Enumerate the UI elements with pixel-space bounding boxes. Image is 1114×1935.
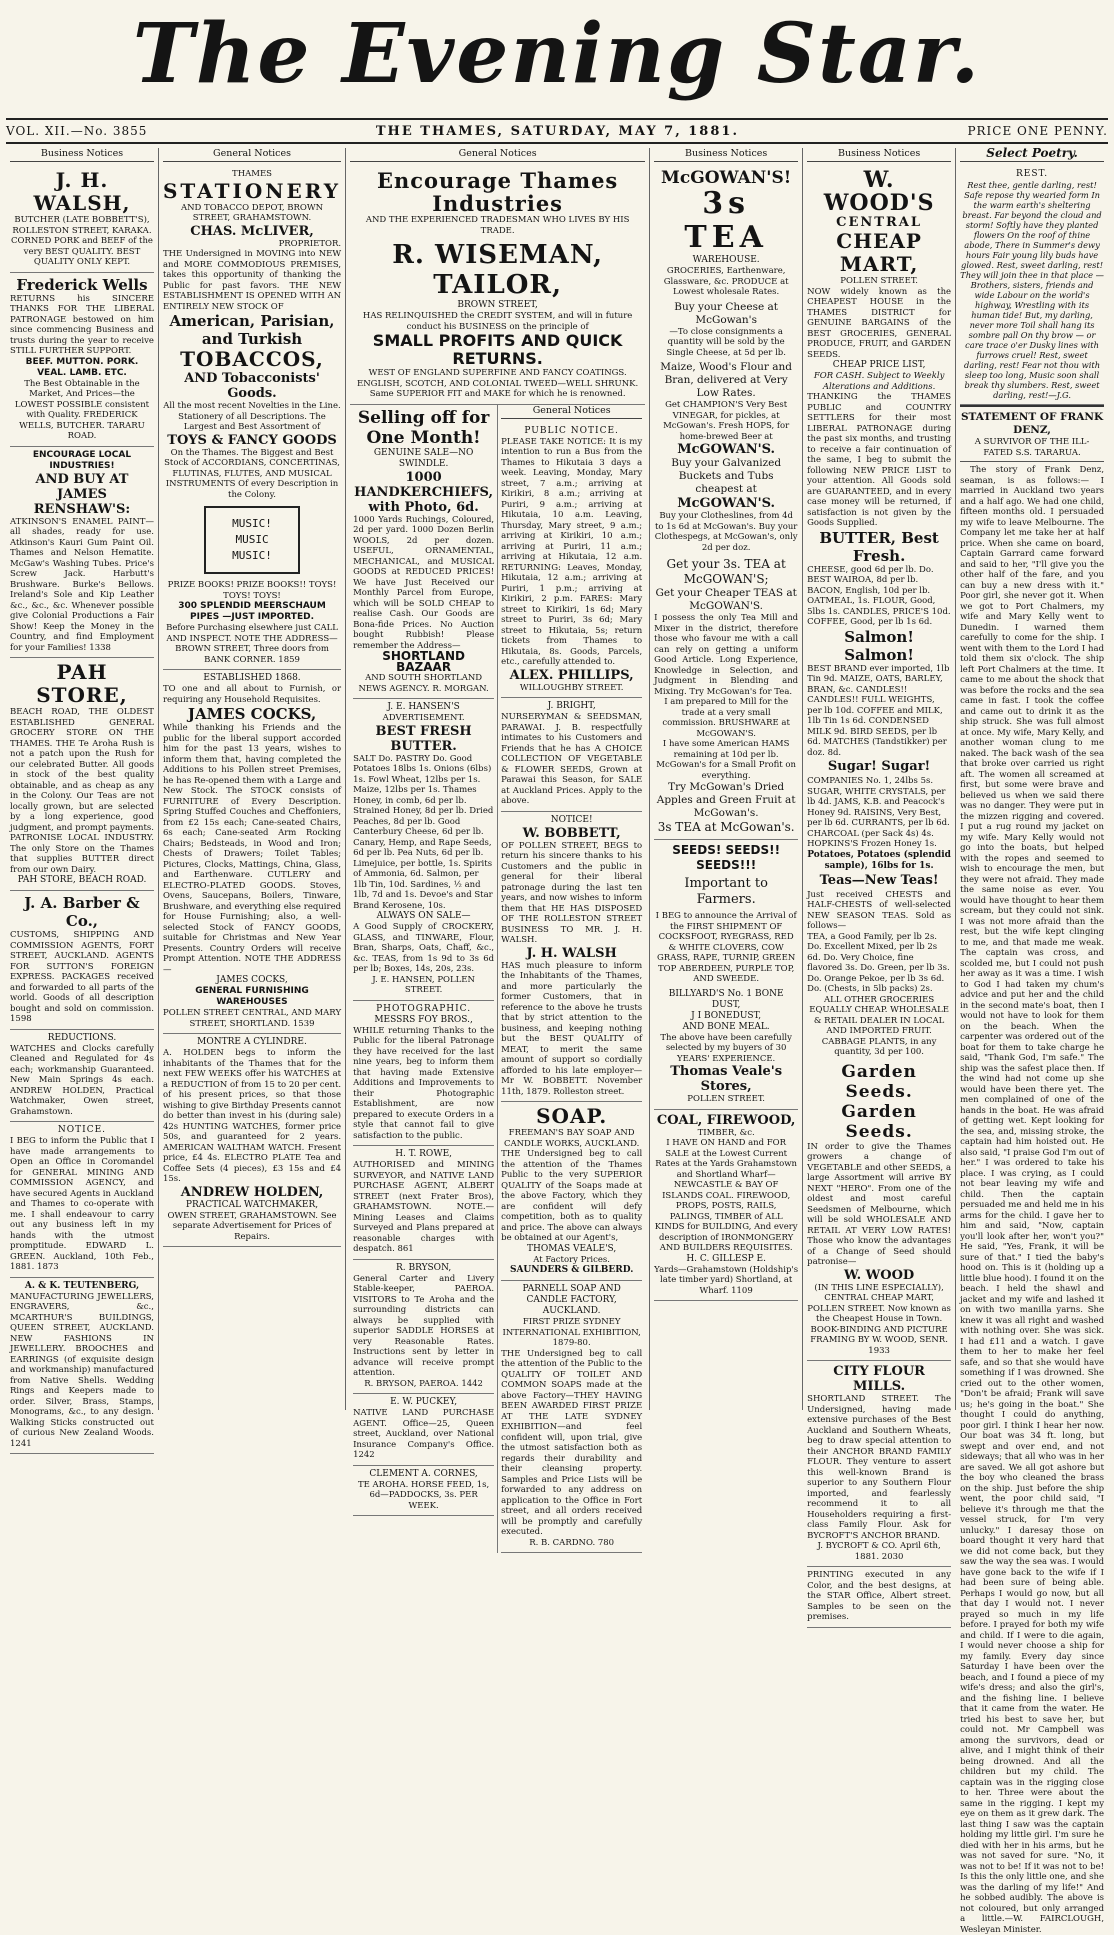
ad-notice: NOTICE! [550,814,593,825]
ad-body: While thanking his Friends and the public for the liberal support accorded him for the past 13 years, wishes to inform them that, having completed the Additions to his Pollen street Premises, he has Re-opened them with a Large and New Stock. The STOCK consists of FURNITURE of Every Description. Spring Stuffed Couches and Cheffoniers, from £2 15s each; Cane-seated Chairs, 6s each; Cane-seated Arm Rocking Chairs; Bedsteads, in Wood and Iron; Chests of Drawers; Toilet Tables; Pictures, Clocks, Mattings, China, Glass, and Earthenware. CUTLERY and ELECTRO-PLATED GOODS. Stoves, Ovens, Saucepans, Boilers, Tinware, Brushware, and everything else required for House Furnishing; also, a well-selected Stock of FANCY GOODS, suitable for Christmas and New Year Presents. Country Orders will receive Prompt Attention. NOTE THE ADDRESS— [162,723,342,975]
ad-title: PARNELL SOAP AND CANDLE FACTORY, AUCKLAND. [522,1284,621,1316]
ad-teas-head: Teas—New Teas! [819,872,939,888]
ad-warehouses: GENERAL FURNISHING WAREHOUSES [195,986,309,1007]
ad-gillespie [654,1110,798,1302]
ad-butter: BUTTER, Best Fresh. [819,528,939,565]
ad-barber [10,891,154,1030]
ad-subhead: AND TOBACCO DEPOT, BROWN STREET, GRAHAMSTOWN. [180,202,324,223]
ad-bazaar [353,405,494,700]
ad-teas-list: TEA, a Good Family, per lb 2s. Do. Excellent Mixed, per lb 2s 6d. Do. Very Choice, fine flavored 3s. Do. Green, per lb 3s. Do. Orange Pekoe, per lb 3s 6d. Do. (Chests, in 5lb packs) 2s. [807,931,950,994]
masthead-title: The Evening Star. [132,6,982,102]
ad-mcliver [163,166,341,670]
ad-body: I HAVE ON HAND and FOR SALE at the Lowest Current Rates at the Yards Grahamstown and Shortland Wharf— NEWCASTLE & BAY OF ISLANDS COAL. FIREWOOD, PROPS, POSTS, RAILS, PALINGS, TIMBER of ALL KINDS for BUILDING, And every description of IRONMONGERY AND BUILDERS REQUISITES. [654,1138,798,1253]
ad-bonedust: J I BONEDUST, [691,1010,762,1021]
ad-grocers: ALL OTHER GROCERIES EQUALLY CHEAP. WHOLESALE & RETAIL DEALER IN LOCAL AND IMPORTED FRUIT. CABBAGE PLANTS, in any quantity, 3d per 100. [809,994,949,1057]
ad-title: J. E. HANSEN'S [387,702,460,712]
ad-body: BUTCHER (LATE BOBBETT'S), ROLLESTON STREET, KARAKA. CORNED PORK and BEEF of the very BEST QUALITY. BEST QUALITY ONLY KEPT. [10,215,153,267]
ad-body: CUSTOMS, SHIPPING AND COMMISSION AGENTS, FORT STREET, AUCKLAND. AGENTS FOR SUTTON'S FOREIGN EXPRESS. PACKAGES received and forwarded to all parts of the world. Goods of all description bought and sold on commission. 1598 [10,930,154,1024]
ad-prizes: PRIZE BOOKS! PRIZE BOOKS!! TOYS! TOYS! TOYS! [167,580,337,601]
ad-bonemeal-body: The above have been carefully selected by my buyers of 30 YEARS' EXPERIENCE. [660,1032,792,1064]
ad-title: A. & K. TEUTENBERG, [24,1280,140,1291]
ad-holden [163,1034,341,1247]
ad-hams: I have some American HAMS remaining at 10d per lb. McGowan's for a Small Profit on everything. [656,739,797,781]
ad-shipment: I BEG to announce the Arrival of the FIRST SHIPMENT OF COCKSFOOT, RYEGRASS, RED & WHITE CLOVERS, COW GRASS, RAPE, TURNIP, GREEN TOP ABERDEEN, PURPLE TOP, AND SWEEDE. [655,911,797,984]
ad-teutenberg [10,1278,154,1455]
divider [960,461,1104,462]
column-heading: General Notices [350,148,645,162]
ad-sugar: Sugar! Sugar! [827,759,931,774]
ad-body: WHILE returning Thanks to the Public for the liberal Patronage they have received for the last nine years, beg to inform them that having made Extensive Additions and Improvements to their Photographic Establishment, are now prepared to execute Orders in a style that cannot fail to give satisfaction to the public. [353,1025,495,1141]
ad-signature: J. BYCROFT & CO. April 6th, 1881. 2030 [817,1541,941,1562]
ad-pollen: POLLEN STREET. [840,276,918,286]
ad-pricelist: CHEAP PRICE LIST, [832,360,926,370]
ad-cheese: Buy your Cheese at McGowan's [674,300,779,326]
ad-addr-name: JAMES COCKS, [216,975,288,985]
column-heading: Business Notices [807,148,951,162]
ad-name: H. C. GILLESP E. [686,1253,766,1264]
price: PRICE ONE PENNY. [967,124,1108,138]
ad-addr: Yards—Grahamstown (Holdship's late timber yard) Shortland, at Wharf. 1109 [654,1264,799,1296]
ad-title: E. W. PUCKEY, [390,1397,458,1407]
ad-soap [501,1102,642,1281]
music-line: MUSIC! [232,549,272,562]
ad-body: THE Undersigned beg to call the attention of the Thames Public to the very SUPERIOR QUALITY of the Soaps made at the above Factory, which they are confident will defy competition, both as to quality and price. The above can always be obtained at our Agent's, [501,1149,643,1243]
column-3-4-split [350,405,645,1554]
ad-novelties: All the most recent Novelties in the Line. Stationery of all Descriptions. The Largest and Best Assortment of [163,401,341,432]
ad-bright [501,698,642,812]
ad-wood [807,166,951,1361]
ad-addr: WILLOUGHBY STREET. [519,682,624,693]
ad-bycroft [807,1361,951,1567]
ad-co: FREEMAN'S BAY SOAP AND CANDLE WORKS, AUCKLAND. [503,1128,640,1149]
ad-body: PLEASE TAKE NOTICE: It is my intention to run a Bus from the Thames to Hikutaia 3 days a week. Leaving, Monday, Mary street, 7 a.m.; arriving at Kirikiri, 8 a.m.; arriving at Puriri, 9 a.m.; arriving at Hikutaia, 10 a.m. Leaving, Thursday, Mary street, 9 a.m.; arriving at Kirikiri, 10 a.m.; arriving at Puriri, 11 a.m.; arriving at Hikutaia, 12 a.m. RETURNING: Leaves, Monday, Hikutaia, 12 a.m.; arriving at Puriri, 1 p.m.; arriving at Kirikiri, 2 p.m. FARES: Mary street to Kirikiri, 1s 6d; Mary street to Puriri, 3s 6d; Mary street to Hikutaia, 5s; return tickets from Thames to Hikutaia, 8s. Goods, Parcels, etc., carefully attended to. [501,436,643,667]
ad-body: OF POLLEN STREET, BEGS to return his sincere thanks to his Customers and the public in general for their liberal patronage during the last ten years, and now wishes to inform them that HE HAS DISPOSED OF THE ROLLESTON STREET BUSINESS TO MR. J. H. WALSH. [501,840,643,945]
ad-title: ENCOURAGE LOCAL INDUSTRIES! [32,449,132,471]
column-heading: Business Notices [654,148,798,162]
ad-goods: WEST OF ENGLAND SUPERFINE AND FANCY COATINGS. ENGLISH, SCOTCH, AND COLONIAL TWEED—WELL SHRUNK. [357,368,639,389]
ad-renshaw [10,447,154,659]
ad-mcgowans-3: McGOWAN'S. [677,496,776,511]
ad-footer: The Best Obtainable in the Market, And Prices—the LOWEST POSSIBLE consistent with Quality. FREDERICK WELLS, BUTCHER. TARARU ROAD. [14,378,150,441]
ad-title: McGOWAN'S! [661,168,792,188]
ad-title: J. A. Barber & Co., [24,894,140,930]
ad-printing [807,1567,951,1628]
article-title: STATEMENT OF FRANK DENZ, [960,405,1104,437]
ad-phillips [501,423,642,699]
ad-fit: Same SUPERIOR FIT and MAKE for which he is renowned. [369,389,626,399]
ad-title: J. H. WALSH, [33,168,131,215]
ad-garden-2: Garden Seeds. [841,1101,917,1142]
ad-prices-3: COMPANIES No. 1, 24lbs 5s. SUGAR, WHITE CRYSTALS, per lb 4d. JAMS, K.B. and Peacock's Honey 9d. RAISINS, Very Best, per lb 6d. CURRANTS, per lb 6d. CHARCOAL (per Sack 4s) 4s. HOPKINS'S Frozen Honey 1s. [807,776,950,849]
ad-vinegar: Get CHAMPION'S Very Best VINEGAR, for pickles, at McGowan's. Fresh HOPS, for home-brewed Beer at [663,400,790,442]
ad-title: SOAP. [536,1104,608,1128]
ad-bryson [353,1260,494,1395]
ad-body: MANUFACTURING JEWELLERS, ENGRAVERS, &c., MCARTHUR'S BUILDINGS, QUEEN STREET, AUCKLAND. NEW FASHIONS IN JEWELLERY. BROOCHES and EARRINGS (of exquisite design and workmanship) manufactured from Native Shells. Wedding Rings and Keepers made to order. Silver, Brass, Stamps, Monograms, &c., to any design. Walking Sticks constructed out of curious New Zealand Woods. 1241 [10,1291,154,1449]
ad-footer: OWEN STREET, GRAHAMSTOWN. See separate Advertisement for Prices of Repairs. [167,1210,337,1242]
ad-signature: R. BRYSON, PAEROA. 1442 [364,1378,483,1389]
ad-title: STATIONERY [162,178,342,203]
ad-central: CENTRAL [836,215,923,230]
ad-name: R. WISEMAN, TAILOR, [392,240,604,300]
ad-billyard: BILLYARD'S No. 1 BONE DUST, [668,988,784,1010]
ad-parnell [501,1281,642,1553]
ad-instruments: On the Thames. The Biggest and Best Stock of ACCORDIANS, CONCERTINAS, FLUTINAS, FLUTES, AND MUSICAL INSTRUMENTS Of every Description in the Colony. [164,447,340,500]
ad-teas-body: Just received CHESTS and HALF-CHESTS of well-selected NEW SEASON TEAS. Sold as follows— [807,889,952,931]
ad-bonemeal: AND BONE MEAL. [682,1021,770,1032]
ad-forcash: FOR CASH. Subject to Weekly Alterations and Additions. [813,371,945,392]
ad-title: CITY FLOUR MILLS. [833,1364,925,1394]
ad-title: Encourage Thames Industries [376,168,619,216]
ad-clothes: Buy your Clotheslines, from 4d to 1s 6d at McGowan's. Buy your Clothespegs, at McGowan's, only 2d per doz. [654,511,798,553]
ad-addr: (IN THIS LINE ESPECIALLY), CENTRAL CHEAP MART, POLLEN STREET. Now known as the Cheapest House in Town. [807,1282,951,1324]
ad-inspect: Before Purchasing elsewhere just CALL AND INSPECT. NOTE THE ADDRESS— BROWN STREET, Three doors from BANK CORNER. 1859 [166,623,338,665]
ad-warehouse: WAREHOUSE. [692,255,760,265]
ad-body: BEACH ROAD, THE OLDEST ESTABLISHED GENERAL GROCERY STORE ON THE THAMES. THE Te Aroha Rush is not a patch upon the Rush for our celebrated Butter. All goods in stock of the best quality obtainable, and as cheap as any in the Colony. Our Teas are not locally grown, but are selected by a long experience, good judgment, and prompt payments. PATRONISE LOCAL INDUSTRY. The only Store on the Thames that supplies BUTTER direct from our own Dairy. [10,707,154,875]
ad-trade: PRACTICAL WATCHMAKER, [185,1199,319,1210]
ad-subhead: AND BUY AT JAMES RENSHAW'S: [33,471,131,517]
column-1 [6,148,159,1449]
ad-tea-again: 3s TEA at McGowan's. [657,820,795,834]
ad-title: COAL, FIREWOOD, [656,1112,796,1128]
volume-number: VOL. XII.—No. 3855 [6,124,148,138]
ad-foy [353,1001,494,1147]
ad-puckey [353,1394,494,1466]
ad-body: NATIVE LAND PURCHASE AGENT. Office—25, Queen street, Auckland, over National Insurance Company's Office. 1242 [353,1408,495,1460]
ad-estab: ESTABLISHED 1868. [203,673,301,683]
ad-cheese-body: —To close consignments a quantity will be sold by the Single Cheese, at 5d per lb. [666,326,786,358]
ad-intro: TO one and all about to Furnish, or requiring any Household Requisites. [162,684,342,705]
ad-small-profits: SMALL PROFITS AND QUICK RETURNS. [372,331,623,368]
ad-salmon: Salmon! Salmon! [844,627,914,664]
ad-title: Frederick Wells [16,275,148,294]
ad-body: ATKINSON'S ENAMEL PAINT—all shades, ready for use. Atkinson's Kauri Gum Paint Oil. Thames and Nelson Hematite. McGaw's Washing Tubes. Price's Screw Jack. Harbutt's Brushware. Burke's Bellows. Ireland's Sole and Kip Leather &c., &c., &c. Whenever possible give Colonial Productions a Fair Show! Keep the Money in the Country, and find Employment for your Families! 1338 [10,516,154,653]
ad-mixer: I possess the only Tea Mill and Mixer in the district, therefore those who favour me with a call can rely on getting a uniform Good Article. Long Experience, Knowledge in Selection, and Judgment in Blending and Mixing. Try McGowan's for Tea. [654,613,799,697]
ad-bazaar-name: SHORTLAND BAZAAR [382,649,465,674]
ad-title: JAMES COCKS, [187,705,317,723]
article-body: The story of Frank Denz, seaman, is as follows:— I married in Auckland two years and a half ago. We had one child, fifteen months old. I persuaded my wife to leave Melbourne. The Company let me take her at half price. When she came on board, Captain Garrard came forward and said to her, "I'll give you the other half of the fare, and you can buy a new dress with it." Poor girl, she never got it. When we got to Port Chalmers, my wife and Mary Kelly went to Dunedin. I warned them carefully to come for the ship. I went with them to the Lord I had told them six o'clock. The ship left Port Chalmers at the time. It came to me about the shock that was before the rocks and the sea came in fast. I took the coffee and came out to drink it as the ship struck. She was full almost at once. My wife, Mary Kelly, and another woman clung to me naked. The back wash of the sea that broke over carried us right aft. The women all screamed at first, but some were brave and believed us when we said there was no danger. They were put in the mizzen rigging and covered. I put a rug round my jacket on my wife. Mary Kelly would not go into the boats, but helped with the ropes and seemed to wish to encourage the men, but they were not afraid. They made the same noise as ever. You would have thought to hear them scream, but they could not sink. I was not more afraid than the rest, but the wife kept clinging to me, and that made me weak. The captain was cross, and scolded me, but I could not push her away as it was a time. I wish to God I had taken my chum's advice and put her and the child in the second mate's boat, then I would not have to look for them on the beach. When the carpenter was ordered out of the boat for them to take charge he said, "Thank God, I'm safe." The ship was the safest place then. If the wind had not come up she would have been there yet. The men complained of one of the hands in the boat. He was afraid of getting wet. Kept looking for the sea, and, missing stroke, the captain had him hoisted out. He also said, "I praise God I'm out of her." I was ordered to take his place. I was crying, as I could not bear leaving my wife and child. Then the captain persuaded me and held me in his arms for the child. I gave her to him and said, "Now, captain you'll look after her, won't you?" He said, "Yes, Frank, it will be sure of that." I tied the baby's hood on. This is it (holding up a little blue hood). I found it on the beach. I held the shawl and jacket and my wife and lashed it on with two manilla yarns. She knew it was all right and washed with nothing over. She was sick. I had £11 and a watch. I gave them to her to make her feel safe, and so that she would have something if I was drowned. She cried out to the other women, "Don't be afraid; Frank will save us; he's going in the boat." She thought I could do anything, poor girl. I think I hear her now. Our boat was 34 ft. long, but swept and over end, and not sideways; that all who was in her are saved. We all got ashore but the boy who cleaned the brass on the ship. Just before the ship went, the poor child said, "I believe it's through me that the vessel struck, for I'm very unlucky." I daresay those on board thought it very hard that we did not come back, but they saw the way the sea was. I would have gone back to the wife if I had been sure of being able. Perhaps I would go now, but all that day I would not. I never prayed so much in my life before. I prayed for both my wife and child. If I were to die again, I would never choose a ship for my family. Every day since Saturday I have been over the beach, and I found a piece of my wife's dress; and also the girl's, and the fishing line. I believe that it came from the water. He tried his best to save her, but could not. Mr Campbell was among the survivors, dead or alive, and I might think of their being drowned. And all the children but my child. The captain was in the rigging close to her. Three were about the same in the rigging. I kept my eye on them as it grew dark. The last thing I saw was the captain holding my little girl. I'm sure he died with her in his arms, but he was not saved for sure. "No, it was not to be! If it was not to be! Is this the only little one, and she was the darling of my life!" And he sobbed audibly. The above is not coloured, but only arranged a little.—W. FAIRCLOUGH, Wesleyan Minister. [960,465,1105,1935]
ad-american: American, Parisian, and Turkish [169,312,335,348]
ad-notice-green [10,1122,154,1278]
columns [6,146,1108,1935]
ad-proprietor-name: CHAS. McLIVER, [190,223,314,239]
ad-mcgowan [654,166,798,840]
ad-bobbett [501,812,642,1103]
ad-signature: J. E. HANSEN, POLLEN STREET. [372,974,475,995]
ad-sub: ADVERTISEMENT. [382,713,465,723]
ad-title: CLEMENT A. CORNES, [369,1468,478,1479]
ad-body: NOW widely known as the CHEAPEST HOUSE in the THAMES DISTRICT for GENUINE BARGAINS of the BEST GROCERIES, GENERAL PRODUCE, FRUIT, and GARDEN SEEDS. [807,286,952,360]
ad-thanking: THANKING the THAMES PUBLIC and COUNTRY SETTLERS for their most LIBERAL PATRONAGE during the past six months, and trusting to receive a fair continuation of the same, I beg to submit the following NEW PRICE LIST to your attention. All Goods sold are GUARANTEED, and in every case money will be returned, if satisfaction is not given by the Goods Supplied. [807,392,952,528]
ad-body: WATCHES and Clocks carefully Cleaned and Regulated for 4s each; workmanship Guaranteed. New Main Springs 4s each. ANDREW HOLDEN, Practical Watchmaker, Owen street, Grahamstown. [10,1043,154,1117]
ad-title: J. BRIGHT, [547,701,596,711]
place-date: THE THAMES, SATURDAY, MAY 7, 1881. [375,123,739,139]
ad-meerschaum: 300 SPLENDID MEERSCHAUM PIPES —JUST IMPORTED. [178,601,326,622]
ad-proprietor-label: PROPRIETOR. [278,238,342,249]
ad-mcgowans-2: McGOWAN'S. [677,442,776,457]
ad-body: RETURNS his SINCERE THANKS FOR THE LIBERAL PATRONAGE bestowed on him since commencing Business and trusts during the year to receive STILL FURTHER SUPPORT. [10,293,154,356]
ad-genuine: GENUINE SALE—NO SWINDLE. [373,447,474,469]
ad-list: SALT Do. PASTRY Do. Good Potatoes 18lbs 1s. Onions (6lbs) 1s. Fowl Wheat, 12lbs per 1s. Maize, 12lbs per 1s. Thames Honey, in comb, 6d per lb. Strained Honey, 8d per lb. Dried Peaches, 8d per lb. Good Canterbury Cheese, 6d per lb. Canary, Hemp, and Rape Seeds, 6d per lb. Pea Nuts, 6d per lb. Limejuice, per bottle, 1s. Spirits of Ammonia, 6d. Salmon, per 1lb Tin, 10d. Sardines, ½ and 1lb, 7d and 1s. Devoe's and Star Brand Kerosene, 10s. [353,753,494,911]
ad-body: THE Undersigned beg to call the attention of the Public to the QUALITY OF TOILET AND COMMON SOAPS made at the above Factory—THEY HAVING BEEN AWARDED FIRST PRIZE AT THE LATE SYDNEY EXHIBITION—and feel confident will, upon trial, give the utmost satisfaction both as regards their durability and their cleansing property. Samples and Price Lists will be forwarded to any address on application to the Office in Fort street, and all orders received will be promptly and carefully executed. [501,1348,643,1537]
ad-signature: R. B. CARDNO. 780 [529,1537,615,1548]
ad-garden-1: Garden Seeds. [841,1061,917,1102]
ad-kicker: THAMES [232,169,272,179]
ad-cornes [353,1466,494,1517]
column-7 [956,146,1108,1935]
ad-title: PAH STORE, [36,660,128,707]
column-3-4 [346,148,650,1548]
ad-always-body: A Good Supply of CROCKERY, GLASS, and TINWARE, Flour, Bran, Sharps, Oats, Chaff, &c., &c. TEAS, from 1s 9d to 3s 6d per lb; Boxes, 14s, 20s, 23s. [353,922,495,974]
ad-name: ANDREW HOLDEN, [180,1184,324,1200]
ad-title: R. BRYSON, [395,1262,452,1273]
ad-body: SHORTLAND STREET. The Undersigned, having made extensive purchases of the Best Auckland and Southern Wheats, beg to draw special attention to their ANCHOR BRAND FAMILY FLOUR. They venture to assert this well-known Brand is superior to any Southern Flour imported, and fearlessly recommend it to all Householders requiring a first-class Family Flour. Ask for BYCROFT'S ANCHOR BRAND. [807,1394,952,1541]
ad-sub: AND THE EXPERIENCED TRADESMAN WHO LIVES BY HIS TRADE. [365,215,630,236]
ad-garden-body: IN order to give the Thames growers a change of VEGETABLE and other SEEDS, a large Assortment will arrive BY NEXT "HERO". From one of the oldest and most careful Seedsmen of Melbourne, which will be sold WHOLESALE AND RETAIL AT VERY LOW RATES! Those who know the advantages of a Change of Seed should patronise— [807,1141,952,1267]
ad-name: MESSRS FOY BROS., [374,1014,473,1025]
ad-title: W. WOOD'S [823,167,935,216]
ad-hansen [353,699,494,1001]
column-4 [498,405,645,1554]
ad-prices-1: CHEESE, good 6d per lb. Do. BEST WAIROA, 8d per lb. BACON, English, 10d per lb. OATMEAL, 1s. FLOUR, Good, 5lbs 1s. CANDLES, PRICE'S 10d. COFFEE, Good, per lb 1s 6d. [807,564,951,627]
article-denz [960,405,1104,1935]
ad-street: BROWN STREET, [457,300,538,310]
ad-body: I BEG to inform the Public that I have made arrangements to Open an Office in Coromandel for GENERAL MINING AND COMMISSION AGENCY, and have secured Agents in Auckland and Thames to co-operate with me. I shall endeavour to carry out any business left in my hands with the utmost promptitude. EDWARD L. GREEN. Auckland, 10th Feb., 1881. 1873 [10,1136,154,1272]
ad-body: NURSERYMAN & SEEDSMAN, PARAWAI. J. B. respectfully intimates to his Customers and Friends that he has A CHOICE COLLECTION OF VEGETABLE & FLOWER SEEDS, Grown at Parawai this Season, for SALE at Auckland Prices. Apply to the above. [501,712,643,806]
ad-saunders: SAUNDERS & GILBERD. [509,1265,634,1275]
ad-veale: THOMAS VEALE'S, [527,1243,617,1254]
ad-body: TE AROHA. HORSE FEED, 1s, 6d—PADDOCKS, 3s. PER WEEK. [357,1479,490,1511]
ad-veale-stores: Thomas Veale's Stores, [670,1064,783,1094]
ad-title: Selling off for One Month! [357,407,490,448]
ad-body: THE Undersigned in MOVING into NEW and MORE COMMODIOUS PREMISES, takes this opportunity of thanking the Public for past favors. THE NEW ESTABLISHMENT IS OPENED WITH AN ENTIRELY NEW STOCK OF [162,249,342,312]
ad-cheaper: Get your Cheaper TEAS at McGOWAN'S. [655,587,797,612]
ad-veale-seeds [654,840,798,1110]
ad-bazaar-sub: AND SOUTH SHORTLAND NEWS AGENCY. R. MORGAN. [358,673,489,694]
poem-rest [960,166,1104,405]
ad-prize: FIRST PRIZE SYDNEY INTERNATIONAL EXHIBITION, 1879-80. [502,1317,641,1348]
ad-walsh-body: HAS much pleasure to inform the Inhabitants of the Thames, and more particularly the former Customers, that in reference to the above he trusts that by strict attention to the business, and keeping nothing but the BEST QUALITY of MEAT, to merit the same amount of support so cordially afforded to his late employer—Mr W. BOBBETT. November 11th, 1879. Rolleston street. [501,960,643,1097]
ad-footer: PAH STORE, BEACH ROAD. [17,875,147,885]
article-subtitle: A SURVIVOR OF THE ILL-FATED S.S. TARARUA. [974,437,1090,458]
ad-cheap: CHEAP MART, [836,229,922,276]
ad-potatoes: Potatoes, Potatoes (splendid sample), 16lbs for 1s. [807,849,951,871]
ad-rowe [353,1146,494,1260]
ad-title: NOTICE. [57,1125,107,1135]
ad-galvanized: Buy your Galvanized Buckets and Tubs cheapest at [671,457,782,495]
poem-title: REST. [1016,169,1049,179]
ad-tobaccos: TOBACCOS, [180,347,324,371]
ad-body: PRINTING executed in any Color, and the best designs, at the STAR Office, Albert street. Samples to be seen on the premises. [807,1570,952,1622]
ad-title: PHOTOGRAPHIC. [376,1003,472,1014]
ad-reductions [10,1030,154,1123]
ad-flour: I am prepared to Mill for the trade at a very small commission. BRUSHWARE at McGOWAN'S. [662,697,790,739]
music-line: MUSIC! [232,517,272,530]
ad-veale-street: POLLEN STREET. [687,1094,766,1104]
ad-bookbinding: BOOK-BINDING AND PICTURE FRAMING BY W. WOOD, SENR. 1933 [810,1324,948,1356]
ad-name: ALEX. PHILLIPS, [509,667,634,683]
ad-body: A. HOLDEN begs to inform the inhabitants of the Thames that for the next FEW WEEKS offer his WATCHES at a REDUCTION of from 15 to 20 per cent. of his present prices, so that those wishing to give Birthday Presents cannot do better than invest in his (during sale) 42s HUNTING WATCHES, former price 50s, and guaranteed for 2 years. AMERICAN WALTHAM WATCH. Fresent price, £4 4s. ELECTRO PLATE Tea and Coffee Sets (4 pieces), £3 15s and £4 15s. [162,1048,342,1184]
ad-body: 1000 Yards Ruchings, Coloured, 2d per yard. 1000 Dozen Berlin WOOLS, 2d per dozen. USEFUL, ORNAMENTAL, MECHANICAL, and MUSICAL GOODS at REDUCED PRICES! We have Just Received our Monthly Parcel from Europe, which will be SOLD CHEAP to realise Cash. Our Goods are Bona-fide Prices. No Auction bought Rubbish! Please remember the Address— [353,514,495,651]
column-3 [350,405,498,1554]
column-5 [650,148,803,1410]
ad-title: PUBLIC NOTICE. [524,425,619,436]
ad-veale-sub: At Factory Prices. [533,1254,610,1265]
column-2 [159,148,346,1410]
ad-sub: TIMBER, &c. [697,1127,755,1138]
ad-body: General Carter and Livery Stable-keeper, PAEROA. VISITORS to Te Aroha and the surrounding districts can always be supplied with superior SADDLE HORSES at very Reasonable Rates. Instructions sent by letter in advance will receive prompt attention. [353,1273,495,1378]
ad-butter: BEST FRESH BUTTER. [375,723,472,754]
column-heading: General Notices [163,148,341,162]
ad-subhead: BEEF. MUTTON. PORK. VEAL. LAMB. ETC. [25,356,139,378]
ad-farmers: Important to Farmers. [684,876,768,907]
ad-always: ALWAYS ON SALE— [376,911,471,921]
ad-walsh: J. H. WALSH [526,945,617,961]
music-line: MUSIC [235,533,269,546]
ad-maize: Maize, Wood's Flour and Bran, delivered at Very Low Rates. [660,361,792,399]
ad-footer: POLLEN STREET CENTRAL, AND MARY STREET, SHORTLAND. 1539 [162,1008,342,1029]
ad-body: HAS RELINQUISHED the CREDIT SYSTEM, and will in future conduct his BUSINESS on the principle of [362,311,633,332]
ad-cocks [163,670,341,1034]
ad-handkerchiefs: 1000 HANDKERCHIEFS, with Photo, 6d. [354,469,494,515]
column-heading: Select Poetry. [960,148,1104,162]
ad-seeds: SEEDS! SEEDS!! SEEDS!!! [672,843,781,872]
ad-apples: Try McGowan's Dried Apples and Green Fruit at McGowan's. [656,781,796,819]
ad-body: AUTHORISED and MINING SURVEYOR, and NATIVE LAND PURCHASE AGENT, ALBERT STREET (next Frater Bros), GRAHAMSTOWN. NOTE.—Mining Leases and Claims Surveyed and Plans prepared at reasonable charges with despatch. 861 [353,1160,495,1254]
ad-tea: 3s TEA [684,186,768,255]
ad-prices-2: BEST BRAND ever imported, 1lb Tin 9d. MAIZE, OATS, BARLEY, BRAN, &c. CANDLES!! CANDLES!! FULL WEIGHTS, per lb 10d. COFFEE and MILK, 1lb Tin 1s 6d. CONDENSED MILK 9d. BIRD SEEDS, per lb 6d. MATCHES (Tandstikker) per doz. 8d. [807,663,950,758]
ad-wiseman [350,166,645,405]
ad-title: REDUCTIONS. [47,1032,117,1043]
ad-title: H. T. ROWE, [395,1149,452,1159]
poem-body: Rest thee, gentle darling, rest! Safe repose thy wearied form In the warm earth's sheltering breast. Far beyond the cloud and storm! Softly have they planted flowers On the roof of thine abode, There in Summer's dewy hours Fair young lily buds have glowed. Rest, sweet darling, rest! They will join thee in that place — Brothers, sisters, friends and wide Labour on the world's highway, Wrestling with its human tide! But, my darling, never more Toil shall hang its sombre pall On thy brow — or care trace o'er Dusky lines with furrows cruel! Rest, sweet darling, rest! Fear not thou with sleep too long, Music soon shall break thy slumbers. Rest, sweet darling, rest!—J.G. [960,180,1104,400]
column-heading: General Notices [501,405,642,419]
ad-tea-3s: Get your 3s. TEA at McGOWAN'S; [666,557,786,586]
ad-title: MONTRE A CYLINDRE. [197,1037,307,1047]
ad-toys: TOYS & FANCY GOODS [167,432,337,448]
ad-wells [10,273,154,447]
column-6 [803,148,956,1622]
ad-walsh [10,166,154,273]
ad-tobacconists: AND Tobacconists' Goods. [184,371,320,401]
ad-pah-store [10,658,154,891]
ad-signature: W. WOOD [844,1267,915,1283]
ad-groceries: GROCERIES, Earthenware, Glassware, &c. PRODUCE at Lowest wholesale Rates. [663,266,789,297]
dateline [6,118,1108,144]
music-box [204,506,300,574]
column-heading: Business Notices [10,148,154,162]
ad-title: W. BOBBETT, [522,825,621,841]
